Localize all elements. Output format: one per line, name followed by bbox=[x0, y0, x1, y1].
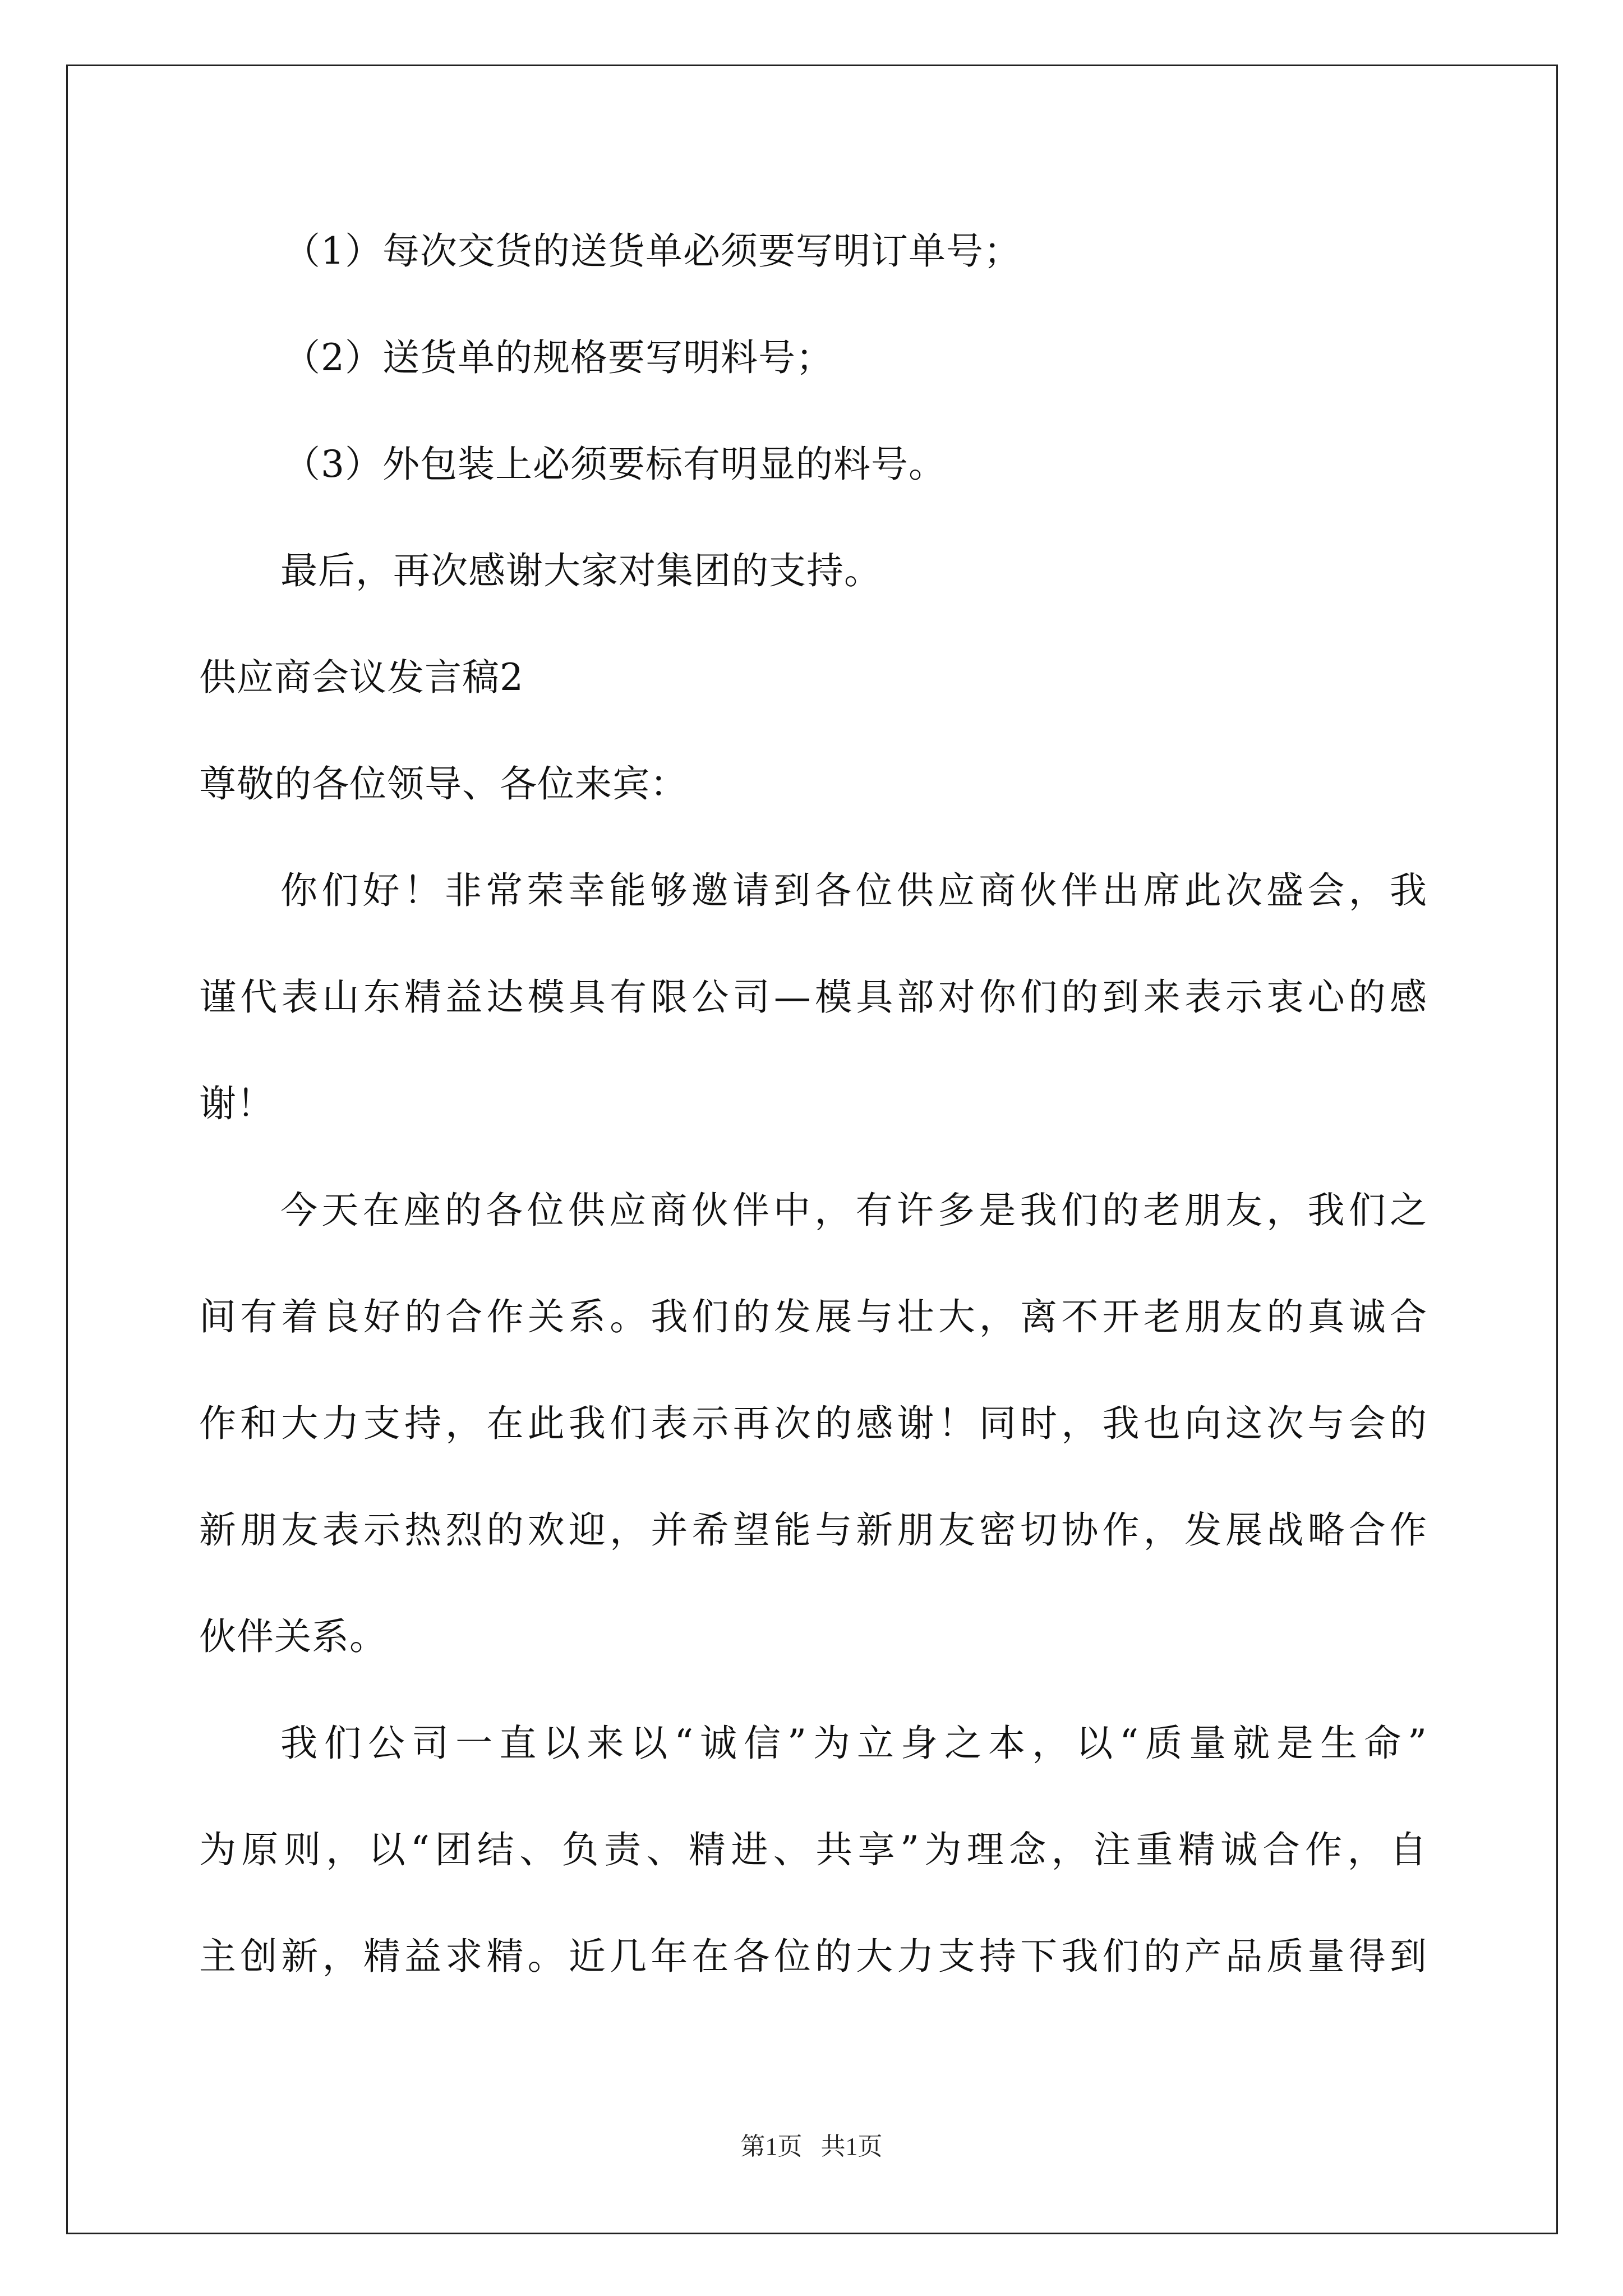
section-title: 供应商会议发言稿2 bbox=[199, 656, 524, 699]
paragraph2-line-3: 作和大力支持，在此我们表示再次的感谢！同时，我也向这次与会的 bbox=[199, 1402, 1427, 1445]
paragraph2-line-2: 间有着良好的合作关系。我们的发展与壮大，离不开老朋友的真诚合 bbox=[199, 1295, 1427, 1338]
paragraph2-line-1: 今天在座的各位供应商伙伴中，有许多是我们的老朋友，我们之 bbox=[280, 1189, 1427, 1232]
salutation: 尊敬的各位领导、各位来宾： bbox=[199, 762, 688, 806]
paragraph1-line-2: 谨代表山东精益达模具有限公司—模具部对你们的到来表示衷心的感 bbox=[199, 976, 1427, 1019]
paragraph3-line-2: 为原则，以“团结、负责、精进、共享”为理念，注重精诚合作，自 bbox=[199, 1828, 1427, 1871]
list-item-1: （1）每次交货的送货单必须要写明订单号； bbox=[283, 229, 1021, 273]
closing-sentence: 最后，再次感谢大家对集团的支持。 bbox=[280, 549, 882, 592]
paragraph3-line-1: 我们公司一直以来以“诚信”为立身之本，以“质量就是生命” bbox=[280, 1722, 1427, 1765]
page-footer: 第1页 共1页 bbox=[740, 2133, 883, 2160]
paragraph3-line-3: 主创新，精益求精。近几年在各位的大力支持下我们的产品质量得到 bbox=[199, 1935, 1427, 1978]
page-border bbox=[66, 65, 1558, 2234]
paragraph2-line-5: 伙伴关系。 bbox=[199, 1615, 387, 1658]
paragraph1-line-3: 谢！ bbox=[199, 1082, 274, 1125]
paragraph2-line-4: 新朋友表示热烈的欢迎，并希望能与新朋友密切协作，发展战略合作 bbox=[199, 1508, 1427, 1552]
list-item-2: （2）送货单的规格要写明料号； bbox=[283, 336, 833, 379]
list-item-3: （3）外包装上必须要标有明显的料号。 bbox=[283, 443, 946, 486]
paragraph1-line-1: 你们好！非常荣幸能够邀请到各位供应商伙伴出席此次盛会，我 bbox=[280, 869, 1427, 912]
